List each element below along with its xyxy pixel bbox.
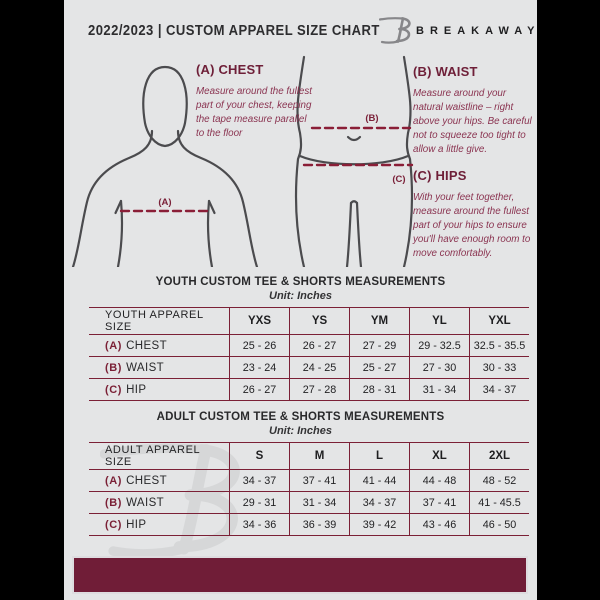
adult-size-col-s: S — [229, 443, 289, 469]
adult-hip-l: 39 - 42 — [349, 514, 409, 535]
youth-hip-yxs: 26 - 27 — [229, 379, 289, 400]
row-prefix: (A) — [105, 474, 123, 487]
adult-hip-row — [89, 514, 529, 535]
brand-name: BREAKAWAY — [416, 25, 541, 37]
youth-hip-ys: 27 - 28 — [289, 379, 349, 400]
youth-hip-ym: 28 - 31 — [349, 379, 409, 400]
adult-size-table — [89, 442, 529, 536]
youth-chest-row — [89, 335, 529, 357]
row-prefix: (C) — [105, 383, 123, 396]
youth-waist-yxl: 30 - 33 — [469, 357, 529, 378]
row-label: HIP — [126, 383, 147, 396]
adult-waist-s: 29 - 31 — [229, 492, 289, 513]
youth-hip-row — [89, 379, 529, 400]
adult-chest-l: 41 - 44 — [349, 470, 409, 491]
youth-waist-row-label — [89, 357, 229, 378]
footer-accent-bar — [72, 556, 528, 594]
row-prefix: (C) — [105, 518, 123, 531]
youth-chest-ys: 26 - 27 — [289, 335, 349, 356]
adult-chest-2xl: 48 - 52 — [469, 470, 529, 491]
adult-section-title: ADULT CUSTOM TEE & SHORTS MEASUREMENTS — [156, 411, 445, 423]
youth-size-col-ym: YM — [349, 308, 409, 334]
adult-chest-xl: 44 - 48 — [409, 470, 469, 491]
adult-size-col-xl: XL — [409, 443, 469, 469]
adult-hip-s: 34 - 36 — [229, 514, 289, 535]
youth-hip-yxl: 34 - 37 — [469, 379, 529, 400]
adult-chest-row-label — [89, 470, 229, 491]
adult-waist-row — [89, 492, 529, 514]
youth-waist-ym: 25 - 27 — [349, 357, 409, 378]
breakaway-logo-icon — [379, 13, 413, 45]
row-label: CHEST — [126, 339, 168, 352]
youth-waist-yl: 27 - 30 — [409, 357, 469, 378]
row-label: WAIST — [126, 361, 165, 374]
youth-size-table — [89, 307, 529, 401]
youth-chest-row-label — [89, 335, 229, 356]
adult-unit-label: Unit: Inches — [269, 425, 332, 437]
youth-chest-ym: 27 - 29 — [349, 335, 409, 356]
hips-figure-label: (C) — [392, 174, 406, 185]
adult-table-header-row — [89, 443, 529, 470]
row-prefix: (A) — [105, 339, 123, 352]
youth-chest-yxl: 32.5 - 35.5 — [469, 335, 529, 356]
adult-waist-m: 31 - 34 — [289, 492, 349, 513]
row-prefix: (B) — [105, 496, 123, 509]
row-label: WAIST — [126, 496, 165, 509]
youth-chest-yxs: 25 - 26 — [229, 335, 289, 356]
youth-unit-label: Unit: Inches — [269, 290, 332, 302]
youth-waist-row — [89, 357, 529, 379]
adult-size-col-l: L — [349, 443, 409, 469]
waist-body-text: Measure around your natural waistline – right above your hips. Be careful not to squeeze too tight to allow a little give. — [413, 88, 532, 155]
youth-hip-row-label — [89, 379, 229, 400]
adult-chest-m: 37 - 41 — [289, 470, 349, 491]
youth-row-header: YOUTH APPAREL SIZE — [105, 309, 204, 333]
youth-size-col-yl: YL — [409, 308, 469, 334]
youth-size-col-yxs: YXS — [229, 308, 289, 334]
waist-instructions — [413, 64, 535, 157]
chest-heading: (A) CHEST — [196, 62, 264, 77]
adult-size-col-m: M — [289, 443, 349, 469]
adult-chest-row — [89, 470, 529, 492]
chest-body-text: Measure around the fullest part of your chest, keeping the tape measure parallel to the floor — [196, 86, 312, 139]
document-paper — [64, 0, 541, 600]
youth-size-col-ys: YS — [289, 308, 349, 334]
adult-hip-2xl: 46 - 50 — [469, 514, 529, 535]
youth-waist-yxs: 23 - 24 — [229, 357, 289, 378]
adult-chest-s: 34 - 37 — [229, 470, 289, 491]
chest-instructions — [196, 62, 314, 141]
adult-row-header: ADULT APPAREL SIZE — [105, 444, 200, 468]
adult-hip-row-label — [89, 514, 229, 535]
hips-heading: (C) HIPS — [413, 168, 467, 183]
youth-chest-yl: 29 - 32.5 — [409, 335, 469, 356]
hips-body-text: With your feet together, measure around the fullest part of your hips to ensure you'll have enough room to move comfortably. — [413, 192, 531, 259]
row-label: CHEST — [126, 474, 168, 487]
hips-instructions — [413, 168, 537, 261]
youth-waist-ys: 24 - 25 — [289, 357, 349, 378]
adult-size-col-2xl: 2XL — [469, 443, 529, 469]
row-prefix: (B) — [105, 361, 123, 374]
adult-waist-l: 34 - 37 — [349, 492, 409, 513]
adult-waist-2xl: 41 - 45.5 — [469, 492, 529, 513]
chest-figure-label: (A) — [158, 197, 172, 208]
youth-table-header-row — [89, 308, 529, 335]
youth-hip-yl: 31 - 34 — [409, 379, 469, 400]
youth-section-title: YOUTH CUSTOM TEE & SHORTS MEASUREMENTS — [155, 276, 446, 288]
adult-hip-xl: 43 - 46 — [409, 514, 469, 535]
youth-size-col-yxl: YXL — [469, 308, 529, 334]
page-title: 2022/2023 | CUSTOM APPAREL SIZE CHART — [88, 23, 380, 39]
adult-waist-row-label — [89, 492, 229, 513]
row-label: HIP — [126, 518, 147, 531]
adult-hip-m: 36 - 39 — [289, 514, 349, 535]
waist-figure-label: (B) — [365, 113, 379, 124]
adult-waist-xl: 37 - 41 — [409, 492, 469, 513]
waist-heading: (B) WAIST — [413, 64, 478, 79]
